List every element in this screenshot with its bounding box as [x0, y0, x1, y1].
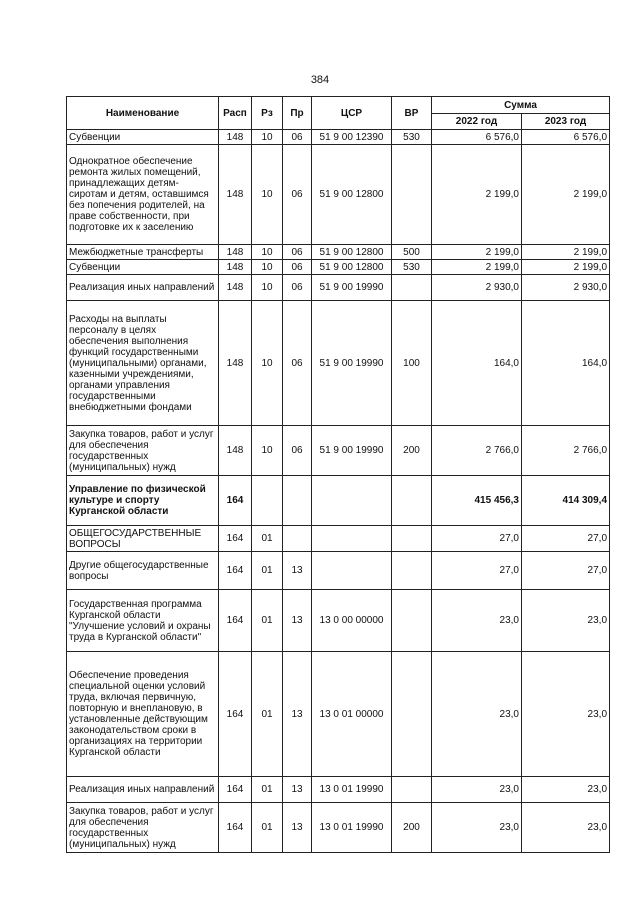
- row-2023: 2 199,0: [522, 145, 610, 245]
- header-name: Наименование: [67, 97, 219, 130]
- row-2022: 23,0: [432, 652, 522, 777]
- table-row: [67, 426, 610, 476]
- row-csr: 51 9 00 12800: [312, 260, 392, 275]
- row-rz: 01: [252, 652, 283, 777]
- row-rz: 01: [252, 803, 283, 853]
- table-row: [67, 552, 610, 590]
- row-2022: 23,0: [432, 590, 522, 652]
- table-row: [67, 777, 610, 803]
- row-name: Межбюджетные трансферты: [67, 245, 219, 260]
- row-2023: 2 199,0: [522, 245, 610, 260]
- row-name: Управление по физической культуре и спорту Курганской области: [67, 476, 219, 526]
- row-2023: 414 309,4: [522, 476, 610, 526]
- row-rz: 01: [252, 590, 283, 652]
- row-rasp: 164: [219, 526, 252, 552]
- row-2022: 2 199,0: [432, 245, 522, 260]
- row-csr: 51 9 00 12800: [312, 245, 392, 260]
- row-csr: [312, 526, 392, 552]
- row-2022: 27,0: [432, 526, 522, 552]
- header-2023: 2023 год: [522, 114, 610, 130]
- header-2022: 2022 год: [432, 114, 522, 130]
- row-csr: 13 0 01 19990: [312, 777, 392, 803]
- table-row: [67, 301, 610, 426]
- row-rasp: 148: [219, 301, 252, 426]
- row-2023: 2 930,0: [522, 275, 610, 301]
- row-pr: 13: [283, 777, 312, 803]
- page-number: 384: [310, 74, 330, 86]
- table-row: [67, 275, 610, 301]
- row-2023: 23,0: [522, 777, 610, 803]
- row-2023: 23,0: [522, 803, 610, 853]
- row-rasp: 164: [219, 476, 252, 526]
- row-pr: 06: [283, 245, 312, 260]
- row-rasp: 164: [219, 552, 252, 590]
- row-vr: [392, 590, 432, 652]
- row-vr: [392, 145, 432, 245]
- row-rz: 10: [252, 426, 283, 476]
- header-vr: ВР: [392, 97, 432, 130]
- row-name: Реализация иных направлений: [67, 275, 219, 301]
- row-rasp: 148: [219, 130, 252, 145]
- table-row: [67, 476, 610, 526]
- row-vr: [392, 652, 432, 777]
- row-2023: 2 199,0: [522, 260, 610, 275]
- header-sum: Сумма: [432, 97, 610, 114]
- row-vr: [392, 275, 432, 301]
- table-row: [67, 803, 610, 853]
- table-row: [67, 526, 610, 552]
- row-rz: 10: [252, 260, 283, 275]
- row-name: Субвенции: [67, 130, 219, 145]
- row-2023: 27,0: [522, 552, 610, 590]
- table-row: [67, 245, 610, 260]
- row-name: Государственная программа Курганской области "Улучшение условий и охраны труда в Курганской области": [67, 590, 219, 652]
- row-pr: 06: [283, 130, 312, 145]
- row-name: Обеспечение проведения специальной оценки условий труда, включая первичную, повторную и внеплановую, в установленные действующим законодательством сроки в организациях на территории Курганской области: [67, 652, 219, 777]
- row-2023: 23,0: [522, 590, 610, 652]
- row-csr: 13 0 01 00000: [312, 652, 392, 777]
- row-name: Реализация иных направлений: [67, 777, 219, 803]
- row-2023: 164,0: [522, 301, 610, 426]
- row-rasp: 148: [219, 145, 252, 245]
- row-pr: 13: [283, 803, 312, 853]
- row-csr: 13 0 01 19990: [312, 803, 392, 853]
- row-2022: 2 766,0: [432, 426, 522, 476]
- header-csr: ЦСР: [312, 97, 392, 130]
- table-row: [67, 145, 610, 245]
- row-rz: 10: [252, 275, 283, 301]
- row-rz: 10: [252, 130, 283, 145]
- row-pr: [283, 476, 312, 526]
- row-rasp: 164: [219, 652, 252, 777]
- row-csr: 51 9 00 19990: [312, 426, 392, 476]
- row-name: Субвенции: [67, 260, 219, 275]
- header-rasp: Расп: [219, 97, 252, 130]
- row-2022: 2 199,0: [432, 145, 522, 245]
- row-2022: 2 930,0: [432, 275, 522, 301]
- row-rz: 10: [252, 145, 283, 245]
- row-pr: 06: [283, 426, 312, 476]
- row-2023: 2 766,0: [522, 426, 610, 476]
- row-2022: 164,0: [432, 301, 522, 426]
- row-rasp: 164: [219, 777, 252, 803]
- row-vr: [392, 777, 432, 803]
- table-row: [67, 590, 610, 652]
- row-vr: [392, 526, 432, 552]
- row-rz: 10: [252, 301, 283, 426]
- row-pr: 13: [283, 652, 312, 777]
- row-name: Однократное обеспечение ремонта жилых помещений, принадлежащих детям-сиротам и детям, оставшимся без попечения родителей, на праве собственности, при подготовке их к заселению: [67, 145, 219, 245]
- row-rz: [252, 476, 283, 526]
- row-csr: 13 0 00 00000: [312, 590, 392, 652]
- row-rz: 01: [252, 552, 283, 590]
- row-name: Закупка товаров, работ и услуг для обеспечения государственных (муниципальных) нужд: [67, 426, 219, 476]
- row-rz: 10: [252, 245, 283, 260]
- row-rasp: 148: [219, 275, 252, 301]
- row-2022: 6 576,0: [432, 130, 522, 145]
- row-pr: 06: [283, 260, 312, 275]
- row-vr: [392, 552, 432, 590]
- row-vr: 530: [392, 130, 432, 145]
- row-rasp: 148: [219, 426, 252, 476]
- row-vr: [392, 476, 432, 526]
- table-row: [67, 130, 610, 145]
- row-pr: 13: [283, 552, 312, 590]
- row-rz: 01: [252, 526, 283, 552]
- row-vr: 200: [392, 426, 432, 476]
- row-rasp: 164: [219, 590, 252, 652]
- table-row: [67, 652, 610, 777]
- row-csr: 51 9 00 12800: [312, 145, 392, 245]
- row-2022: 23,0: [432, 803, 522, 853]
- row-2023: 6 576,0: [522, 130, 610, 145]
- row-rasp: 148: [219, 260, 252, 275]
- row-pr: 13: [283, 590, 312, 652]
- row-pr: 06: [283, 145, 312, 245]
- row-csr: 51 9 00 19990: [312, 301, 392, 426]
- row-2022: 23,0: [432, 777, 522, 803]
- row-rasp: 148: [219, 245, 252, 260]
- row-rz: 01: [252, 777, 283, 803]
- row-name: Расходы на выплаты персоналу в целях обеспечения выполнения функций государственными (муниципальными) органами, казенными учреждениями, органами управления государственными внебюджетными фондами: [67, 301, 219, 426]
- row-2022: 2 199,0: [432, 260, 522, 275]
- row-2023: 27,0: [522, 526, 610, 552]
- row-name: Другие общегосударственные вопросы: [67, 552, 219, 590]
- row-pr: 06: [283, 275, 312, 301]
- table-row: [67, 260, 610, 275]
- row-pr: 06: [283, 301, 312, 426]
- row-vr: 500: [392, 245, 432, 260]
- row-2023: 23,0: [522, 652, 610, 777]
- row-vr: 530: [392, 260, 432, 275]
- row-csr: [312, 476, 392, 526]
- row-name: Закупка товаров, работ и услуг для обеспечения государственных (муниципальных) нужд: [67, 803, 219, 853]
- row-csr: [312, 552, 392, 590]
- row-vr: 100: [392, 301, 432, 426]
- row-pr: [283, 526, 312, 552]
- row-csr: 51 9 00 12390: [312, 130, 392, 145]
- header-rz: Рз: [252, 97, 283, 130]
- row-2022: 27,0: [432, 552, 522, 590]
- row-csr: 51 9 00 19990: [312, 275, 392, 301]
- budget-table: [66, 96, 610, 853]
- row-2022: 415 456,3: [432, 476, 522, 526]
- row-rasp: 164: [219, 803, 252, 853]
- header-pr: Пр: [283, 97, 312, 130]
- row-name: ОБЩЕГОСУДАРСТВЕННЫЕ ВОПРОСЫ: [67, 526, 219, 552]
- row-vr: 200: [392, 803, 432, 853]
